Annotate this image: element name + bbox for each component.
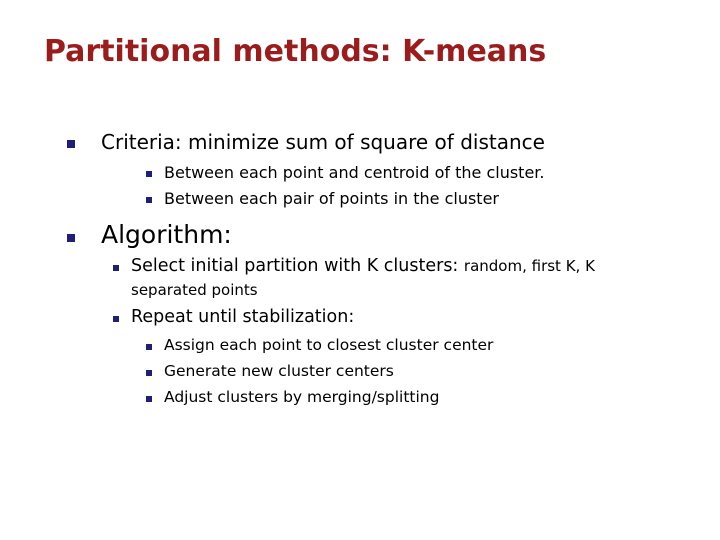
sub-bullet-text-line2: separated points (131, 281, 258, 299)
square-bullet-icon (67, 140, 75, 148)
sub-bullet-text-main: Select initial partition with K clusters: (131, 256, 464, 276)
square-bullet-icon (146, 197, 152, 203)
square-bullet-icon (113, 316, 119, 322)
sub-bullet-text: Between each pair of points in the cluster (164, 189, 499, 208)
square-bullet-icon (113, 265, 119, 271)
sub-bullet-text-tail: random, first K, K (463, 257, 595, 275)
square-bullet-icon (67, 234, 75, 242)
subsub-bullet-text: Adjust clusters by merging/splitting (164, 388, 440, 406)
sub-bullet-text: Repeat until stabilization: (131, 307, 355, 327)
sub-bullet-text-line1 (131, 255, 595, 277)
bullet-text: Criteria: minimize sum of square of distance (101, 130, 545, 154)
sub-bullet-text: Between each point and centroid of the cluster. (164, 163, 545, 182)
square-bullet-icon (146, 370, 152, 376)
slide-title: Partitional methods: K-means (44, 34, 547, 69)
subsub-bullet-text: Generate new cluster centers (164, 362, 394, 380)
square-bullet-icon (146, 396, 152, 402)
square-bullet-icon (146, 344, 152, 350)
bullet-text: Algorithm: (101, 220, 232, 249)
square-bullet-icon (146, 171, 152, 177)
subsub-bullet-text: Assign each point to closest cluster center (164, 336, 494, 354)
